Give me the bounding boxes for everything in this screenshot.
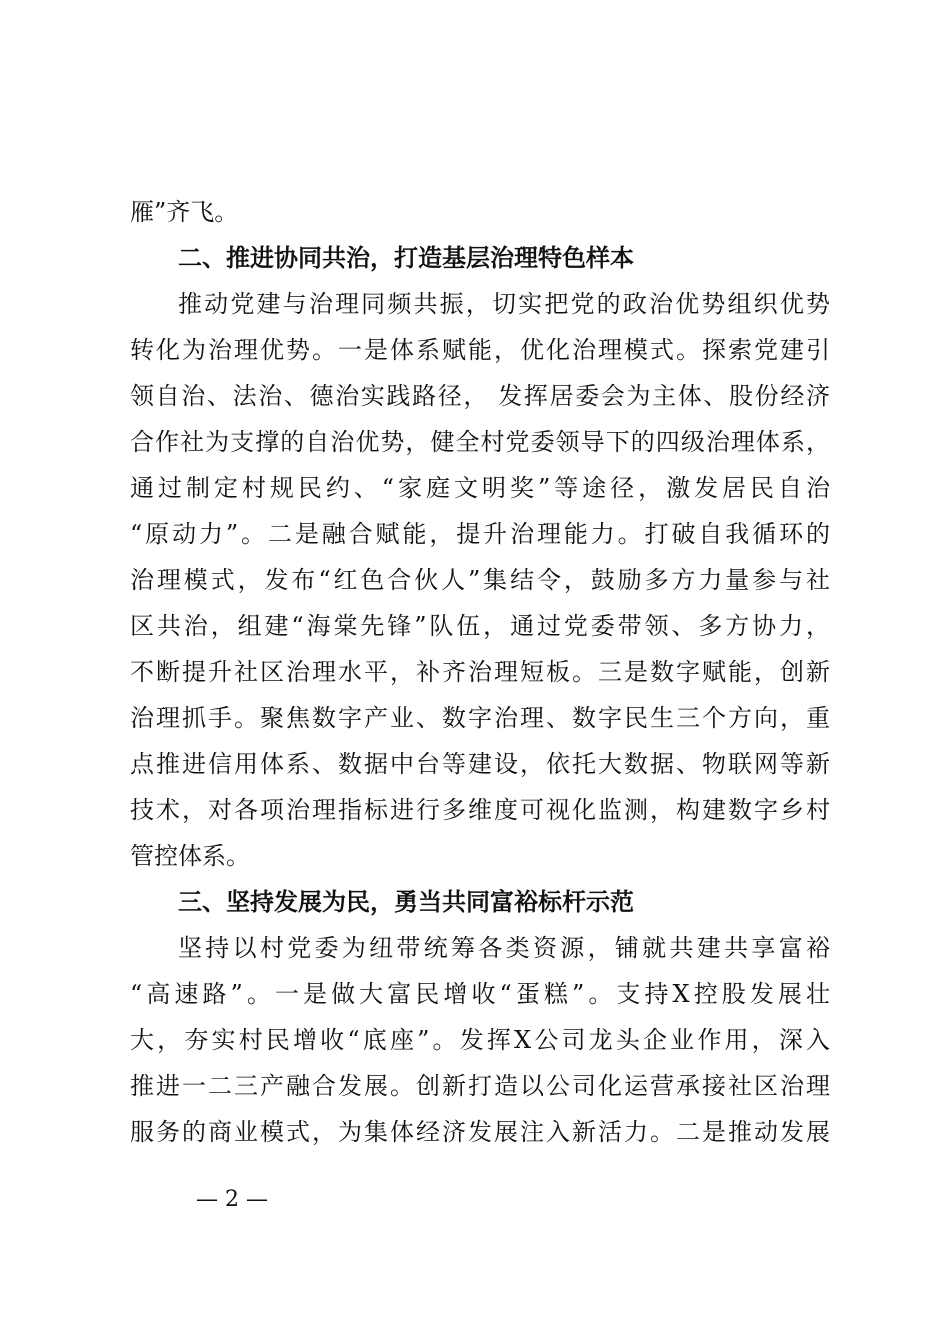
section-heading-2: 二、推进协同共治，打造基层治理特色样本 bbox=[178, 244, 634, 272]
paragraph-line: “高速路”。一是做大富民增收“蛋糕”。支持X控股发展壮 bbox=[130, 980, 830, 1008]
paragraph-line: 通过制定村规民约、“家庭文明奖”等途径，激发居民自治 bbox=[130, 474, 830, 502]
paragraph-line: 雁”齐飞。 bbox=[130, 198, 239, 226]
paragraph-line: 技术，对各项治理指标进行多维度可视化监测，构建数字乡村 bbox=[130, 796, 830, 824]
paragraph-line: 推动党建与治理同频共振，切实把党的政治优势组织优势 bbox=[178, 290, 830, 318]
paragraph-line: 治理抓手。聚焦数字产业、数字治理、数字民生三个方向，重 bbox=[130, 704, 830, 732]
paragraph-line: 坚持以村党委为纽带统筹各类资源，铺就共建共享富裕 bbox=[178, 934, 830, 962]
paragraph-line: 推进一二三产融合发展。创新打造以公司化运营承接社区治理 bbox=[130, 1072, 830, 1100]
paragraph-line: 管控体系。 bbox=[130, 842, 250, 870]
paragraph-line: 治理模式，发布“红色合伙人”集结令，鼓励多方力量参与社 bbox=[130, 566, 830, 594]
paragraph-line: 大，夯实村民增收“底座”。发挥X公司龙头企业作用，深入 bbox=[130, 1026, 830, 1054]
paragraph-line: 服务的商业模式，为集体经济发展注入新活力。二是推动发展 bbox=[130, 1118, 830, 1146]
page-number: — 2 — bbox=[196, 1187, 268, 1212]
section-heading-3: 三、坚持发展为民，勇当共同富裕标杆示范 bbox=[178, 888, 634, 916]
paragraph-line: 区共治，组建“海棠先锋”队伍，通过党委带领、多方协力， bbox=[130, 612, 830, 640]
paragraph-line: 合作社为支撑的自治优势，健全村党委领导下的四级治理体系， bbox=[130, 428, 830, 456]
paragraph-line: “原动力”。二是融合赋能，提升治理能力。打破自我循环的 bbox=[130, 520, 830, 548]
paragraph-line: 领自治、法治、德治实践路径， 发挥居委会为主体、股份经济 bbox=[130, 382, 830, 410]
paragraph-line: 转化为治理优势。一是体系赋能，优化治理模式。探索党建引 bbox=[130, 336, 830, 364]
paragraph-line: 不断提升社区治理水平，补齐治理短板。三是数字赋能，创新 bbox=[130, 658, 830, 686]
paragraph-line: 点推进信用体系、数据中台等建设，依托大数据、物联网等新 bbox=[130, 750, 830, 778]
